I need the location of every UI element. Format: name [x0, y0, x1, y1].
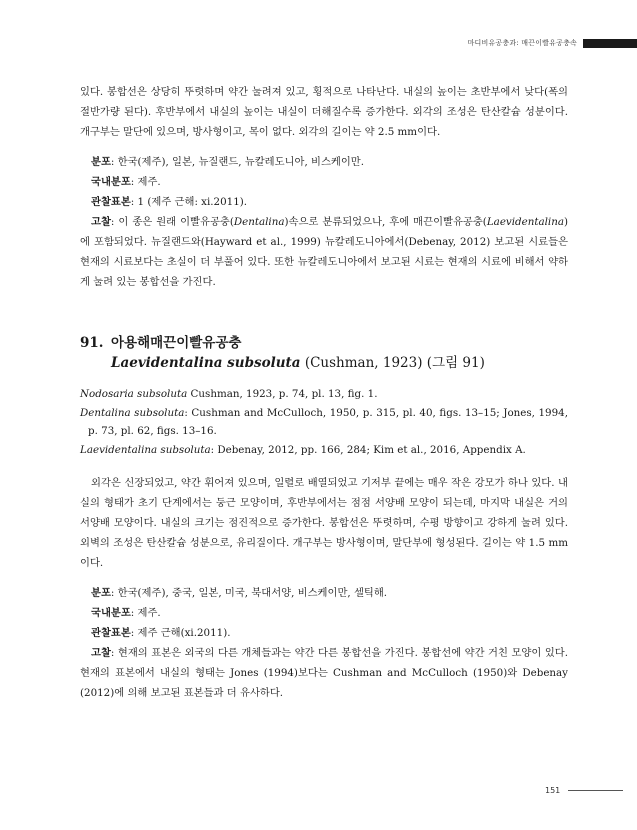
prev-remarks-label: 고찰 [91, 216, 111, 228]
species-scientific-line [80, 353, 568, 374]
synonym-item [80, 385, 568, 404]
remarks-text: : 현재의 표본은 외국의 다른 개체들과는 약간 다른 봉합선을 가진다. 봉합선에 약간 거친 모양이 있다. 현재의 표본에서 내실의 형태는 Jones (1994)보다는 Cushman and McCulloch (1950)와 Debenay (2012)에 의해 보고된 표본들과 더 유사하다. [80, 647, 568, 699]
prev-domestic-label: 국내분포 [91, 176, 131, 188]
prev-distribution-text: : 한국(제주), 일본, 뉴질랜드, 뉴칼레도니아, 비스케이만. [110, 156, 365, 168]
distribution [80, 583, 568, 603]
remarks [80, 643, 568, 703]
running-header [468, 37, 637, 49]
synonym-citation: : Debenay, 2012, pp. 166, 284; Kim et al., 2016, Appendix A. [210, 443, 526, 456]
prev-distribution [80, 152, 568, 172]
page-content [80, 82, 568, 703]
domestic-distribution [80, 603, 568, 623]
species-heading [80, 333, 568, 374]
prev-description: 있다. 봉합선은 상당히 뚜렷하며 약간 눌려져 있고, 횡적으로 나타난다. 내실의 높이는 초반부에서 낮다(폭의 절반가량 된다). 후반부에서 내실의 높이는 내실이 더해질수록 증가한다. 외각의 조성은 탄산칼슘 성분이다. 개구부는 말단에 있으며, 방사형이고, 목이 없다. 외각의 길이는 약 2.5 mm이다. [80, 86, 568, 138]
synonym-list [80, 385, 568, 459]
page-footer [545, 786, 623, 795]
footer-rule [568, 790, 623, 791]
specimen-text: : 제주 근해(xi.2011). [130, 627, 231, 639]
specimen-label: 관찰표본 [91, 627, 131, 639]
synonym-name: Nodosaria subsoluta [80, 388, 188, 400]
synonym-name: Laevidentalina subsoluta [80, 443, 211, 456]
species-title [80, 333, 568, 353]
domestic-label: 국내분포 [91, 607, 131, 619]
species-number: 91. [80, 335, 104, 351]
prev-remarks-text-3: )에 포함되었다. 뉴질랜드와(Hayward et al., 1999) 뉴칼레도니아에서(Debenay, 2012) 보고된 시료들은 현재의 시료보다는 초실이 더 부풀어 있다. 또한 뉴칼레도니아에서 보고된 시료는 현재의 시료에 비해서 약하게 눌려 있는 봉합선을 가진다. [80, 216, 569, 288]
prev-remarks-text-2: )속으로 분류되었으나, 후에 매끈이빨유공충( [284, 216, 487, 228]
distribution-label: 분포 [91, 587, 111, 599]
specimen [80, 623, 568, 643]
synonym-item [80, 404, 568, 441]
prev-distribution-label: 분포 [91, 156, 111, 168]
prev-specimen-label: 관찰표본 [91, 196, 131, 208]
prev-remarks-text-1: : 이 종은 원래 이빨유공충( [110, 216, 234, 228]
prev-remarks-genus-2: Laevidentalina [486, 216, 564, 228]
prev-specimen [80, 192, 568, 212]
prev-domestic-text: : 제주. [130, 176, 161, 188]
synonym-item [80, 441, 568, 460]
prev-remarks-genus-1: Dentalina [233, 216, 285, 228]
synonym-citation: Cushman, 1923, p. 74, pl. 13, fig. 1. [187, 388, 378, 400]
synonym-citation: : Cushman and McCulloch, 1950, p. 315, pl. 40, figs. 13–15; Jones, 1994, p. 73, pl. 62, figs. 13–16. [88, 406, 568, 437]
prev-specimen-text: : 1 (제주 근해: xi.2011). [130, 196, 248, 208]
prev-remarks [80, 212, 568, 292]
running-title: 마디비유공충과: 매끈이빨유공충속 [467, 39, 577, 47]
species-scientific-name: Laevidentalina subsoluta [111, 355, 301, 371]
prev-domestic [80, 172, 568, 192]
species-korean-name: 아용해매끈이빨유공충 [111, 335, 242, 351]
distribution-text: : 한국(제주), 중국, 일본, 미국, 북대서양, 비스케이만, 셀틱해. [110, 587, 388, 599]
page-number: 151 [545, 786, 561, 795]
synonym-name: Dentalina subsoluta [80, 406, 185, 419]
species-authority: (Cushman, 1923) (그림 91) [300, 355, 485, 371]
header-bar [583, 39, 637, 48]
domestic-text: : 제주. [130, 607, 161, 619]
remarks-label: 고찰 [91, 647, 111, 659]
species-description: 외각은 신장되었고, 약간 휘어져 있으며, 일렬로 배열되었고 기저부 끝에는 매우 작은 강모가 하나 있다. 내실의 형태가 초기 단계에서는 둥근 모양이며, 후반부에서는 점점 서양배 모양이 되는데, 마지막 내실은 거의 서양배 모양이다. 내실의 크기는 점진적으로 증가한다. 봉합선은 뚜렷하며, 수평 방향이고 강하게 눌려 있다. 외벽의 조성은 탄산칼슘 성분으로, 유리질이다. 개구부는 방사형이며, 말단부에 형성된다. 길이는 약 1.5 mm이다. [80, 477, 568, 569]
